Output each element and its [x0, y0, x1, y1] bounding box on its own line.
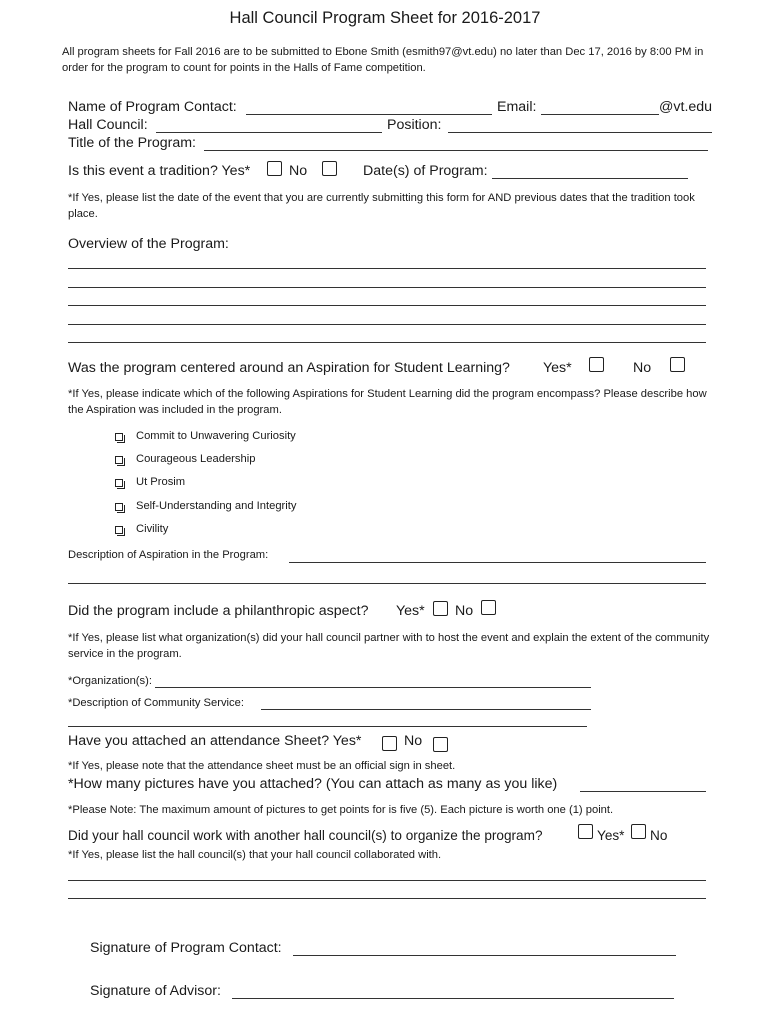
aspiration-no-checkbox[interactable]	[670, 357, 685, 372]
intro-text: All program sheets for Fall 2016 are to be submitted to Ebone Smith (esmith97@vt.edu) no later than Dec 17, 2016 by 8:00 PM in order for the program to count for points in the Halls of Fame competition.	[62, 46, 704, 74]
contact-name-label: Name of Program Contact:	[68, 99, 237, 115]
contact-signature-field[interactable]	[293, 955, 676, 956]
contact-name-field[interactable]	[246, 114, 492, 115]
pictures-count-field[interactable]	[580, 791, 706, 792]
philanthropy-yes-label: Yes*	[396, 603, 425, 619]
pictures-question: *How many pictures have you attached? (You can attach as many as you like)	[68, 776, 558, 792]
email-domain: @vt.edu	[659, 99, 713, 115]
attendance-no-label: No	[404, 733, 423, 749]
philanthropy-yes-checkbox[interactable]	[433, 601, 448, 616]
organization-field[interactable]	[155, 687, 591, 688]
aspiration-option-checkbox[interactable]	[115, 479, 123, 487]
position-field[interactable]	[448, 132, 712, 133]
hall-council-field[interactable]	[156, 132, 382, 133]
tradition-question: Is this event a tradition? Yes*	[68, 163, 251, 179]
aspiration-option-checkbox[interactable]	[115, 456, 123, 464]
overview-line[interactable]	[68, 268, 706, 269]
email-label: Email:	[497, 99, 537, 115]
collab-note: *If Yes, please list the hall council(s) that your hall council collaborated with.	[68, 849, 442, 861]
collab-line[interactable]	[68, 880, 706, 881]
overview-label: Overview of the Program:	[68, 236, 229, 252]
attendance-question: Have you attached an attendance Sheet? Yes*	[68, 733, 362, 749]
tradition-note: *If Yes, please list the date of the event that you are currently submitting this form for AND previous dates that the tradition took place.	[68, 192, 695, 220]
advisor-signature-label: Signature of Advisor:	[90, 983, 221, 999]
aspiration-option-checkbox[interactable]	[115, 503, 123, 511]
tradition-no-checkbox[interactable]	[322, 161, 337, 176]
tradition-yes-checkbox[interactable]	[267, 161, 282, 176]
attendance-yes-checkbox[interactable]	[382, 736, 397, 751]
collab-no-label: No	[650, 828, 668, 843]
community-service-label: *Description of Community Service:	[68, 697, 244, 709]
aspiration-option-checkbox[interactable]	[115, 526, 123, 534]
aspiration-description-line[interactable]	[68, 583, 706, 584]
aspiration-option-label: Courageous Leadership	[136, 453, 256, 465]
community-service-field[interactable]	[261, 709, 591, 710]
overview-line[interactable]	[68, 324, 706, 325]
attendance-no-checkbox[interactable]	[433, 737, 448, 752]
aspiration-yes-checkbox[interactable]	[589, 357, 604, 372]
page-title: Hall Council Program Sheet for 2016-2017	[229, 9, 541, 27]
overview-line[interactable]	[68, 342, 706, 343]
aspiration-option-label: Self-Understanding and Integrity	[136, 500, 297, 512]
program-dates-field[interactable]	[492, 178, 688, 179]
email-field[interactable]	[541, 114, 659, 115]
aspiration-option-label: Civility	[136, 523, 169, 535]
collab-yes-checkbox[interactable]	[578, 824, 593, 839]
aspiration-description-label: Description of Aspiration in the Program:	[68, 549, 269, 561]
aspiration-note: *If Yes, please indicate which of the following Aspirations for Student Learning did the program encompass? Please describe how the Aspiration was included in the program.	[68, 388, 707, 416]
aspiration-option-checkbox[interactable]	[115, 433, 123, 441]
hall-council-label: Hall Council:	[68, 117, 148, 133]
pictures-note: *Please Note: The maximum amount of pictures to get points for is five (5). Each picture is worth one (1) point.	[68, 804, 614, 816]
collab-yes-label: Yes*	[597, 828, 625, 843]
advisor-signature-field[interactable]	[232, 998, 674, 999]
collab-question: Did your hall council work with another hall council(s) to organize the program?	[68, 828, 543, 843]
philanthropy-no-checkbox[interactable]	[481, 600, 496, 615]
aspiration-option-label: Ut Prosim	[136, 476, 186, 488]
overview-line[interactable]	[68, 305, 706, 306]
organization-label: *Organization(s):	[68, 675, 152, 687]
collab-no-checkbox[interactable]	[631, 824, 646, 839]
tradition-no-label: No	[289, 163, 308, 179]
position-label: Position:	[387, 117, 442, 133]
program-title-label: Title of the Program:	[68, 135, 196, 151]
contact-signature-label: Signature of Program Contact:	[90, 940, 282, 956]
aspiration-description-field[interactable]	[289, 562, 706, 563]
aspiration-no-label: No	[633, 360, 652, 376]
aspiration-yes-label: Yes*	[543, 360, 572, 376]
program-title-field[interactable]	[204, 150, 708, 151]
philanthropy-question: Did the program include a philanthropic aspect?	[68, 603, 369, 619]
aspiration-option-label: Commit to Unwavering Curiosity	[136, 430, 296, 442]
aspiration-question: Was the program centered around an Aspiration for Student Learning?	[68, 360, 510, 376]
program-dates-label: Date(s) of Program:	[363, 163, 488, 179]
overview-line[interactable]	[68, 287, 706, 288]
attendance-note: *If Yes, please note that the attendance sheet must be an official sign in sheet.	[68, 760, 456, 772]
collab-line[interactable]	[68, 898, 706, 899]
community-service-line[interactable]	[68, 726, 587, 727]
philanthropy-no-label: No	[455, 603, 474, 619]
philanthropy-note: *If Yes, please list what organization(s) did your hall council partner with to host the event and explain the extent of the community service in the program.	[68, 632, 710, 660]
